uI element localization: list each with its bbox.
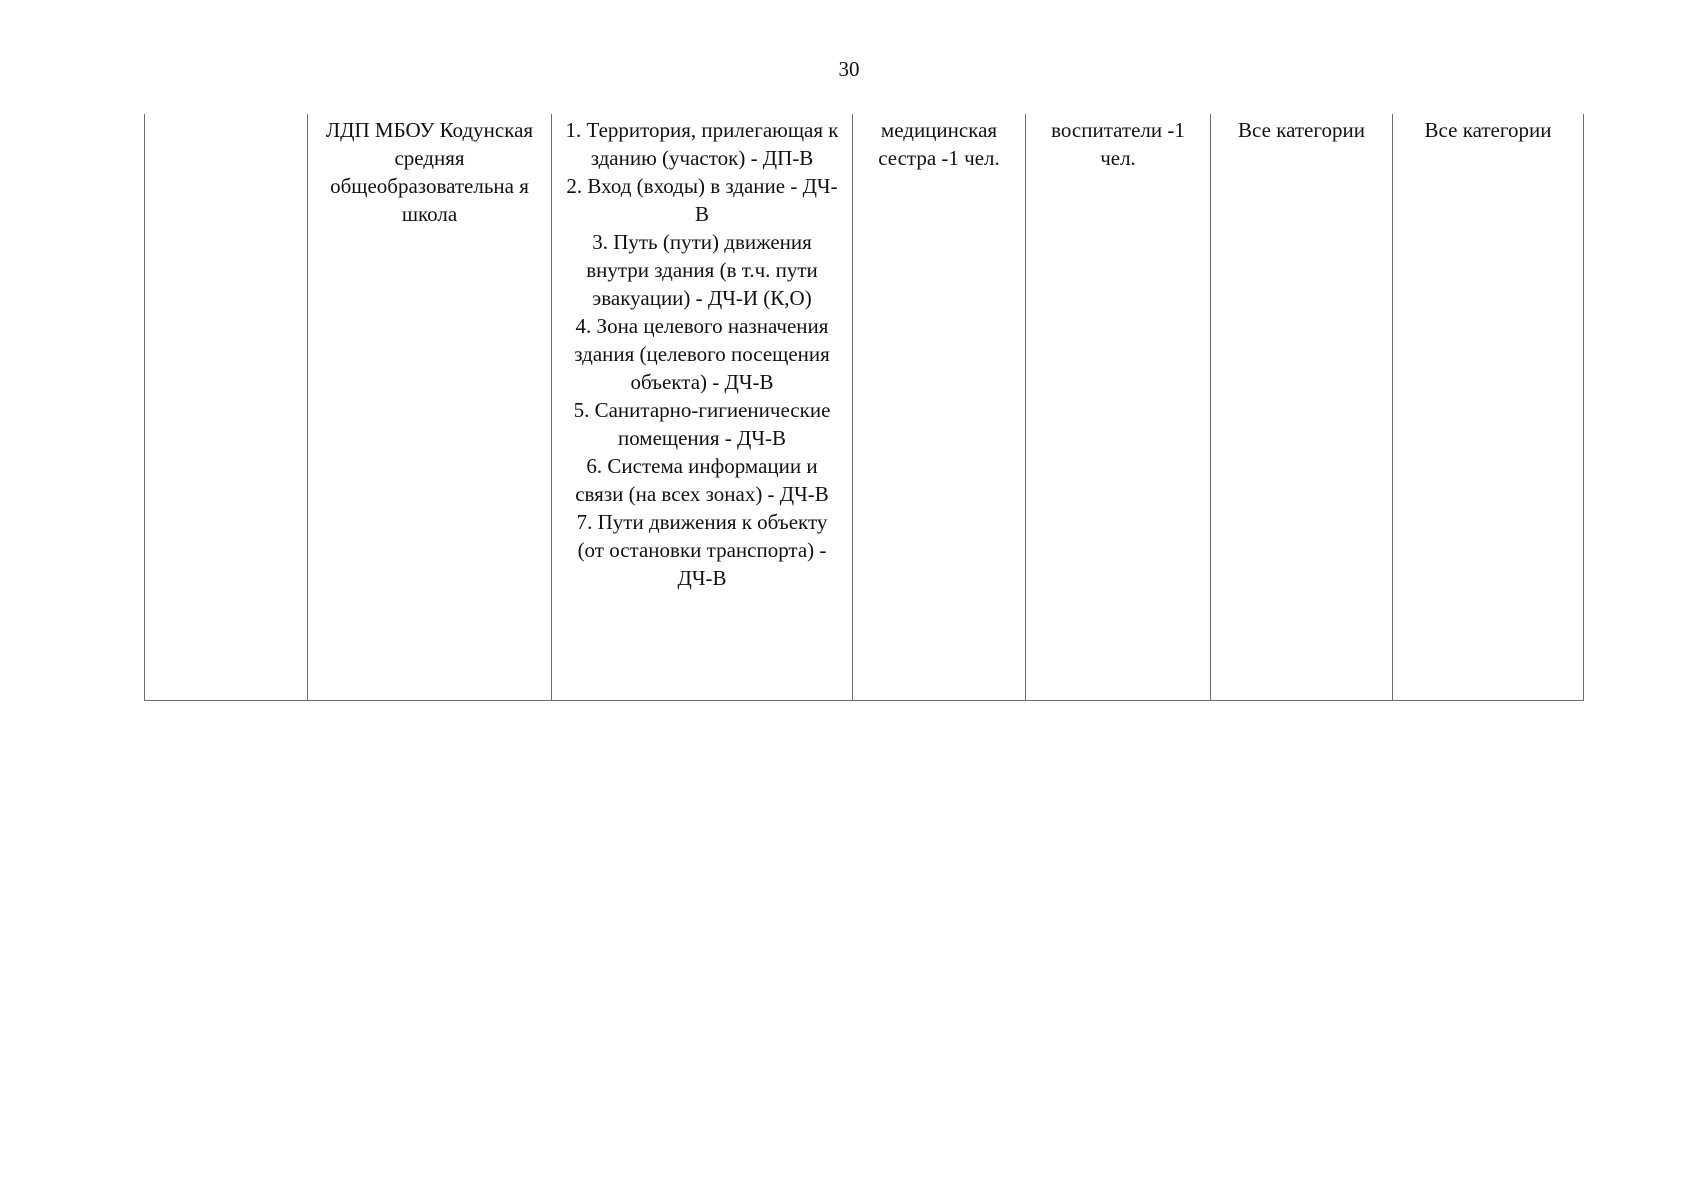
table-row [145, 114, 1584, 700]
zone-item: 2. Вход (входы) в здание - ДЧ-В [566, 174, 838, 226]
zone-item: 3. Путь (пути) движения внутри здания (в т.ч. пути эвакуации) - ДЧ-И (К,О) [586, 230, 818, 310]
cell-organization: ЛДП МБОУ Кодунская средняя общеобразовательна я школа [308, 114, 552, 700]
cell-zones [552, 114, 853, 700]
zone-item: 5. Санитарно-гигиенические помещения - ДЧ-В [573, 398, 831, 450]
cell-categories-1: Все категории [1211, 114, 1393, 700]
zone-item: 7. Пути движения к объекту (от остановки транспорта) - ДЧ-В [576, 510, 828, 590]
cell-categories-2: Все категории [1393, 114, 1584, 700]
zone-item: 4. Зона целевого назначения здания (целевого посещения объекта) - ДЧ-В [574, 314, 830, 394]
page-number: 30 [838, 57, 860, 81]
zone-item: 1. Территория, прилегающая к зданию (участок) - ДП-В [565, 118, 839, 170]
cell-index [145, 114, 308, 700]
cell-medical-staff: медицинская сестра -1 чел. [853, 114, 1026, 700]
zone-item: 6. Система информации и связи (на всех зонах) - ДЧ-В [575, 454, 829, 506]
cell-educators: воспитатели -1 чел. [1026, 114, 1211, 700]
accessibility-table [144, 114, 1584, 701]
